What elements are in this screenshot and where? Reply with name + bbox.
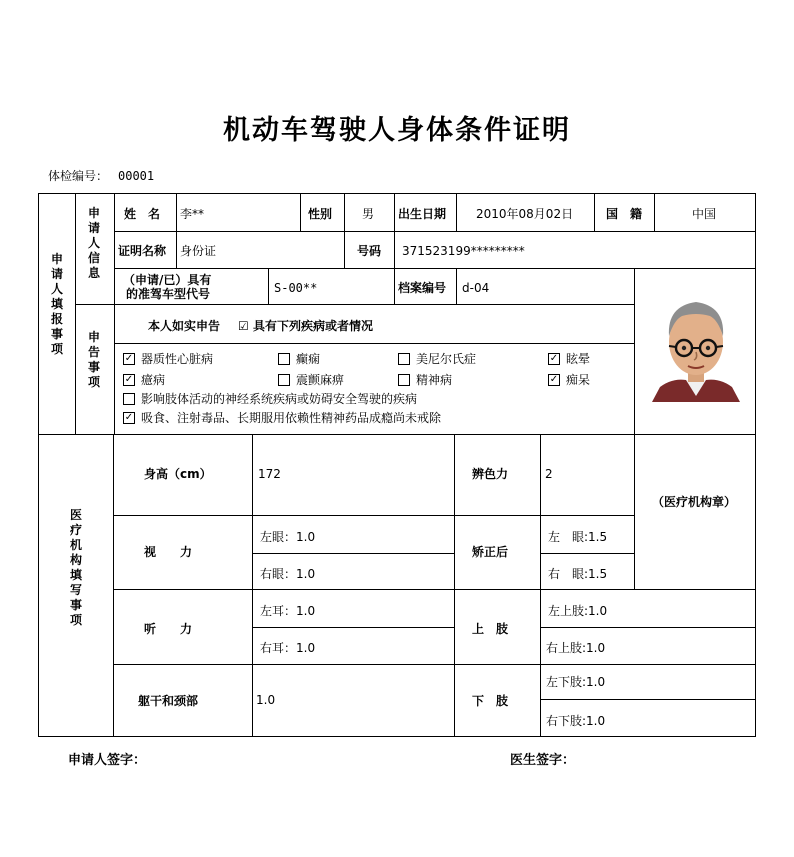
corrected-left-value: 左 眼:1.5	[548, 530, 608, 544]
section-applicant-info-label: 申 请 人 信 息	[87, 206, 100, 280]
applicant-photo	[652, 292, 740, 402]
corrected-label: 矫正后	[472, 545, 509, 559]
id-number-value: 371523199*********	[402, 244, 525, 258]
exam-number-label: 体检编号：	[48, 169, 109, 183]
id-number-label: 号码	[357, 244, 382, 258]
declare-text-2: 具有下列疾病或者情况	[253, 319, 374, 333]
file-number-value: d-04	[462, 281, 490, 295]
condition-checkbox[interactable]	[398, 374, 410, 386]
corrected-right-value: 右 眼:1.5	[548, 567, 608, 581]
right-ear-value: 右耳：1.0	[260, 641, 316, 655]
hearing-label: 听 力	[144, 622, 193, 636]
condition-label: 美尼尔氏症	[416, 352, 477, 366]
dob-label: 出生日期	[398, 207, 447, 221]
exam-number: 00001	[118, 169, 155, 183]
dob-value: 2010年08月02日	[476, 207, 574, 221]
left-ear-value: 左耳：1.0	[260, 604, 316, 618]
upper-right-value: 右上肢:1.0	[546, 641, 606, 655]
lower-left-value: 左下肢:1.0	[546, 675, 606, 689]
license-value: S-00**	[274, 281, 318, 295]
trunk-neck-value: 1.0	[256, 693, 276, 707]
section-applicant-label: 申 请 人 填 报 事 项	[50, 252, 63, 356]
condition-checkbox[interactable]: ✓	[124, 412, 134, 423]
condition-label: 癫痫	[296, 352, 321, 366]
condition-checkbox[interactable]: ✓	[549, 353, 559, 364]
condition-label: 痴呆	[566, 373, 591, 387]
condition-checkbox[interactable]	[278, 374, 290, 386]
gender-label: 性别	[308, 207, 333, 221]
height-label: 身高（cm）	[144, 467, 212, 481]
id-type-label: 证明名称	[118, 244, 167, 258]
condition-label: 眩晕	[566, 352, 591, 366]
applicant-signature-label: 申请人签字：	[68, 753, 147, 768]
license-label-line2: 的准驾车型代号	[126, 287, 211, 301]
section-medical-label: 医 疗 机 构 填 写 事 项	[69, 508, 82, 627]
gender-value: 男	[362, 207, 375, 221]
page-title: 机动车驾驶人身体条件证明	[223, 115, 571, 146]
section-declare-label: 申 告 事 项	[87, 330, 100, 389]
file-number-label: 档案编号	[398, 281, 447, 295]
declare-text-1: 本人如实申告	[148, 319, 221, 333]
right-eye-value: 右眼：1.0	[260, 567, 316, 581]
nation-label: 国 籍	[606, 207, 643, 221]
color-vision-value: 2	[545, 467, 553, 481]
condition-checkbox[interactable]	[398, 353, 410, 365]
condition-label: 影响肢体活动的神经系统疾病或妨碍安全驾驶的疾病	[141, 392, 418, 406]
condition-checkbox[interactable]: ✓	[124, 374, 134, 385]
condition-checkbox[interactable]	[278, 353, 290, 365]
left-eye-value: 左眼：1.0	[260, 530, 316, 544]
height-value: 172	[258, 467, 281, 481]
lower-limb-label: 下 肢	[472, 694, 509, 708]
condition-label: 吸食、注射毒品、长期服用依赖性精神药品成瘾尚未戒除	[141, 411, 442, 425]
name-label: 姓 名	[124, 207, 161, 221]
condition-checkbox[interactable]: ✓	[124, 353, 134, 364]
trunk-neck-label: 躯干和颈部	[138, 694, 199, 708]
condition-label: 震颤麻痹	[296, 373, 345, 387]
condition-checkbox[interactable]: ✓	[549, 374, 559, 385]
condition-checkbox[interactable]	[123, 393, 135, 405]
name-value: 李**	[180, 207, 205, 221]
doctor-signature-label: 医生签字：	[510, 753, 576, 768]
color-vision-label: 辨色力	[472, 467, 509, 481]
upper-limb-label: 上 肢	[472, 622, 509, 636]
vision-label: 视 力	[144, 545, 193, 559]
id-type-value: 身份证	[180, 244, 217, 258]
lower-right-value: 右下肢:1.0	[546, 714, 606, 728]
condition-label: 器质性心脏病	[141, 352, 214, 366]
declare-checkbox[interactable]: ☑	[238, 319, 249, 333]
nation-value: 中国	[692, 207, 717, 221]
condition-label: 癔病	[141, 373, 166, 387]
stamp-label: （医疗机构章）	[652, 495, 737, 509]
upper-left-value: 左上肢:1.0	[548, 604, 608, 618]
condition-label: 精神病	[416, 373, 453, 387]
license-label-line1: （申请/已）具有	[123, 273, 212, 287]
